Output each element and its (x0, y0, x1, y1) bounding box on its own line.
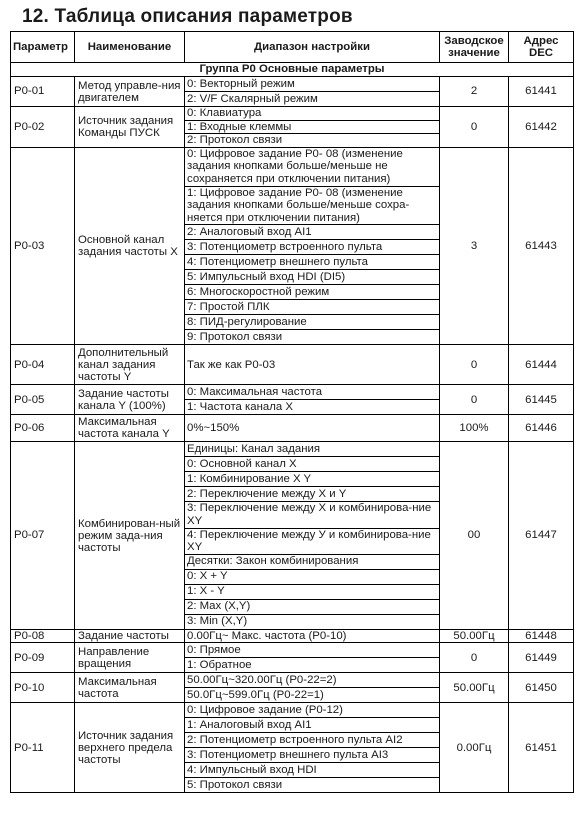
header-row (11, 32, 574, 63)
range-option: 2: Протокол связи (185, 134, 440, 148)
param-code: P0-02 (11, 107, 75, 148)
range-option: 0: X + Y (185, 569, 440, 584)
range-option: 1: X - Y (185, 584, 440, 599)
range-value: 0%~150% (185, 415, 440, 442)
param-code: P0-06 (11, 415, 75, 442)
default-value: 0 (440, 385, 509, 415)
range-option: 4: Переключение между У и комбинирова-ние XY (185, 528, 440, 554)
range-value: 0.00Гц~ Макс. частота (P0-10) (185, 629, 440, 643)
param-name: Основной канал задания частоты X (75, 147, 185, 345)
range-option: Единицы: Канал задания (185, 442, 440, 457)
range-option: 50.0Гц~599.0Гц (P0-22=1) (185, 688, 440, 703)
range-option: 0: Основной канал X (185, 457, 440, 472)
param-code: P0-07 (11, 442, 75, 629)
range-option: 2: Аналоговый вход AI1 (185, 225, 440, 240)
address: 61447 (509, 442, 574, 629)
param-code: P0-08 (11, 629, 75, 643)
address: 61449 (509, 643, 574, 673)
address: 61450 (509, 673, 574, 703)
range-option: 2: Max (X,Y) (185, 599, 440, 614)
address: 61443 (509, 147, 574, 345)
default-value: 0.00Гц (440, 703, 509, 793)
page-title: 12. Таблица описания параметров (22, 6, 353, 27)
default-value: 0 (440, 107, 509, 148)
range-option: 9: Протокол связи (185, 330, 440, 345)
range-option: 3: Переключение между X и комбинирова-ние XY (185, 502, 440, 528)
default-value: 3 (440, 147, 509, 345)
range-option: 0: Цифровое задание P0- 08 (изменение задания кнопками больше/меньше не сохраняется при отключении питания) (185, 147, 440, 186)
range-option: 0: Максимальная частота (185, 385, 440, 400)
range-option: 2: Переключение между X и Y (185, 487, 440, 502)
range-option: 1: Цифровое задание P0- 08 (изменение задания кнопками больше/меньше сохра-няется при отключении питания) (185, 186, 440, 225)
range-option: 3: Потенциометр внешнего пульта AI3 (185, 748, 440, 763)
range-option: 1: Аналоговый вход AI1 (185, 718, 440, 733)
range-option: 3: Потенциометр встроенного пульта (185, 240, 440, 255)
param-code: P0-01 (11, 77, 75, 107)
range-option: Десятки: Закон комбинирования (185, 554, 440, 569)
param-name: Направление вращения (75, 643, 185, 673)
range-option: 2: V/F Скалярный режим (185, 92, 440, 107)
default-value: 100% (440, 415, 509, 442)
range-option: 0: Векторный режим (185, 77, 440, 92)
range-option: 0: Прямое (185, 643, 440, 658)
address: 61446 (509, 415, 574, 442)
param-code: P0-11 (11, 703, 75, 793)
param-name: Задание частоты канала Y (100%) (75, 385, 185, 415)
param-name: Максимальная частота канала Y (75, 415, 185, 442)
range-option: 0: Цифровое задание (P0-12) (185, 703, 440, 718)
range-option: 5: Протокол связи (185, 778, 440, 793)
default-value: 00 (440, 442, 509, 629)
param-name: Источник задания Команды ПУСК (75, 107, 185, 148)
address: 61441 (509, 77, 574, 107)
header-param: Параметр (11, 32, 75, 63)
default-value: 0 (440, 345, 509, 385)
range-option: 0: Клавиатура (185, 107, 440, 121)
header-default: Заводское значение (440, 32, 509, 63)
param-code: P0-04 (11, 345, 75, 385)
range-option: 4: Импульсный вход HDI (185, 763, 440, 778)
param-name: Максимальная частота (75, 673, 185, 703)
param-code: P0-09 (11, 643, 75, 673)
range-option: 2: Потенциометр встроенного пульта AI2 (185, 733, 440, 748)
range-option: 5: Импульсный вход HDI (DI5) (185, 270, 440, 285)
param-name: Метод управле-ния двигателем (75, 77, 185, 107)
range-option: 1: Частота канала X (185, 400, 440, 415)
address: 61444 (509, 345, 574, 385)
range-option: 8: ПИД-регулирование (185, 315, 440, 330)
range-option: 1: Обратное (185, 658, 440, 673)
param-code: P0-10 (11, 673, 75, 703)
default-value: 50.00Гц (440, 673, 509, 703)
default-value: 50.00Гц (440, 629, 509, 643)
header-range: Диапазон настройки (185, 32, 440, 63)
header-addr: Адрес DEC (509, 32, 574, 63)
header-name: Наименование (75, 32, 185, 63)
range-option: 3: Min (X,Y) (185, 614, 440, 629)
default-value: 2 (440, 77, 509, 107)
group-title: Группа P0 Основные параметры (11, 63, 574, 77)
param-name: Комбинирован-ный режим зада-ния частоты (75, 442, 185, 629)
range-option: 7: Простой ПЛК (185, 300, 440, 315)
param-name: Задание частоты (75, 629, 185, 643)
range-option: 50.00Гц~320.00Гц (P0-22=2) (185, 673, 440, 688)
range-option: 4: Потенциометр внешнего пульта (185, 255, 440, 270)
range-option: 1: Входные клеммы (185, 120, 440, 134)
range-value: Так же как P0-03 (185, 345, 440, 385)
param-name: Источник задания верхнего предела частоты (75, 703, 185, 793)
param-code: P0-03 (11, 147, 75, 345)
range-option: 1: Комбинирование X Y (185, 472, 440, 487)
address: 61445 (509, 385, 574, 415)
address: 61448 (509, 629, 574, 643)
address: 61442 (509, 107, 574, 148)
param-code: P0-05 (11, 385, 75, 415)
param-name: Дополнительный канал задания частоты Y (75, 345, 185, 385)
address: 61451 (509, 703, 574, 793)
parameter-table (10, 31, 574, 793)
range-option: 6: Многоскоростной режим (185, 285, 440, 300)
default-value: 0 (440, 643, 509, 673)
